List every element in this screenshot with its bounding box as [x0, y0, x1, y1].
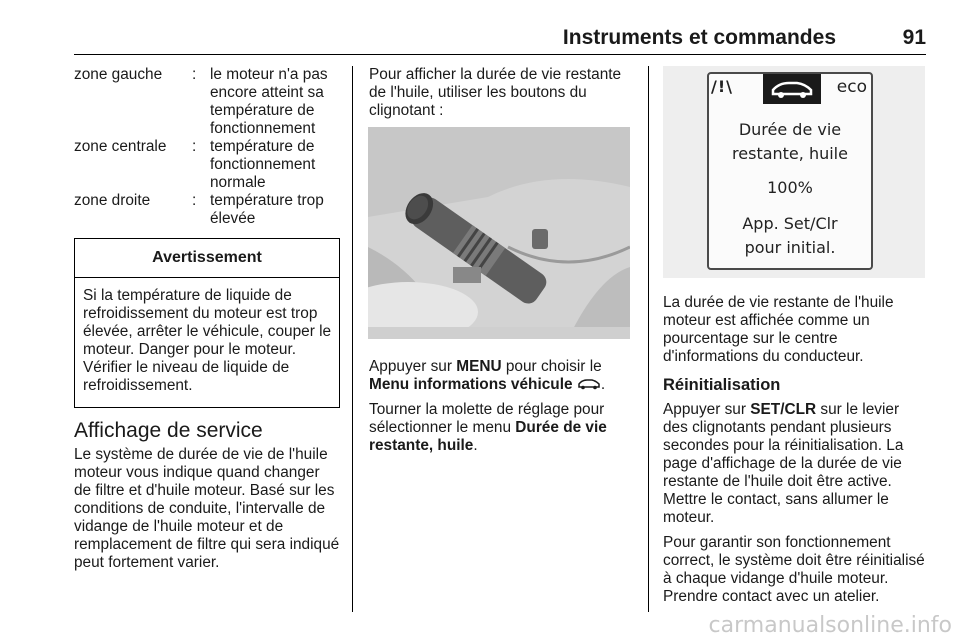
text-run: . — [473, 437, 478, 454]
chapter-title: Instruments et commandes — [562, 26, 836, 49]
middle-column — [369, 66, 635, 462]
right-column — [663, 66, 927, 613]
watermark: carmanualsonline.info — [708, 613, 952, 638]
zone-colon: : — [192, 138, 197, 155]
oil-life-paragraph: La durée de vie restante de l'huile moteur est affichée comme un pourcentage sur le centre d'informations du conducteur. — [663, 294, 894, 365]
oil-life-menu-label: Durée de vie restante, huile — [369, 419, 607, 454]
menu-instruction — [369, 358, 635, 394]
zone-colon: : — [192, 66, 197, 83]
zone-colon: : — [192, 192, 197, 209]
zone-description: température trop élevée — [210, 192, 324, 227]
display-icon-bar — [709, 74, 871, 104]
reset-paragraph — [663, 401, 927, 527]
column-divider-1 — [352, 66, 353, 612]
zone-term: zone gauche — [74, 66, 163, 83]
zone-term: zone droite — [74, 192, 151, 209]
zone-row-left — [74, 66, 340, 138]
turn-signal-lever-photo — [368, 127, 630, 339]
maintenance-paragraph: Pour garantir son fonctionnement correct, le système doit être réinitialisé à chaque vidange d'huile moteur. Prendre contact avec un atelier. — [663, 534, 925, 605]
text-run: sur le levier des clignotants pendant plusieurs secondes pour la réinitialisation. La page d'affichage de la durée de vie restante de l'huile doit être active. Mettre le contact, sans allumer le moteur. — [663, 401, 904, 526]
warning-box — [74, 238, 340, 408]
oil-life-display-illustration — [663, 66, 925, 278]
zone-definition-list — [74, 66, 340, 228]
left-column — [74, 66, 340, 579]
display-line-2: restante, huile — [732, 144, 848, 163]
display-line-5: pour initial. — [744, 238, 836, 257]
page-number: 91 — [902, 26, 926, 49]
display-line-1: Durée de vie — [738, 120, 842, 139]
car-icon — [577, 378, 601, 390]
text-run: Appuyer sur — [369, 358, 457, 375]
warning-text: Si la température de liquide de refroidissement du moteur est trop élevée, arrêter le véhicule, couper le moteur. Danger pour le moteur. Vérifier le niveau de liquide de refroidissement. — [83, 287, 332, 394]
text-run: Appuyer sur — [663, 401, 751, 418]
display-oil-percentage: 100% — [767, 178, 813, 197]
zone-description: température de fonctionnement normale — [210, 138, 316, 191]
page-header — [74, 26, 926, 55]
vehicle-info-menu-label: Menu informations véhicule — [369, 376, 573, 393]
driver-info-display — [707, 72, 873, 270]
intro-paragraph: Pour afficher la durée de vie restante de l'huile, utiliser les boutons du clignotant : — [369, 66, 622, 119]
section-paragraph: Le système de durée de vie de l'huile moteur vous indique quand changer de filtre et d'huile moteur. Basé sur les conditions de conduite, l'intervalle de vidange de l'huile moteur et de remplacement de filtre qui sera indiqué peut fortement varier. — [74, 446, 340, 571]
text-run: . — [600, 376, 606, 393]
warning-title: Avertissement — [75, 239, 339, 278]
zone-row-right — [74, 192, 340, 228]
warning-icon: /!\ — [711, 77, 733, 96]
zone-term: zone centrale — [74, 138, 167, 155]
zone-description: le moteur n'a pas encore atteint sa température de fonctionnement — [210, 66, 328, 137]
section-title: Affichage de service — [74, 419, 263, 442]
eco-icon: eco — [836, 77, 867, 97]
display-line-4: App. Set/Clr — [742, 214, 838, 233]
menu-key-label: MENU — [456, 358, 502, 375]
vehicle-icon — [763, 74, 821, 104]
reset-subtitle: Réinitialisation — [663, 376, 781, 394]
selection-instruction — [369, 401, 635, 455]
set-clr-key-label: SET/CLR — [750, 401, 817, 418]
zone-row-center — [74, 138, 340, 192]
column-divider-2 — [648, 66, 649, 612]
text-run: Tourner la molette de réglage pour sélectionner le menu — [369, 401, 605, 436]
text-run: pour choisir le — [501, 358, 602, 375]
